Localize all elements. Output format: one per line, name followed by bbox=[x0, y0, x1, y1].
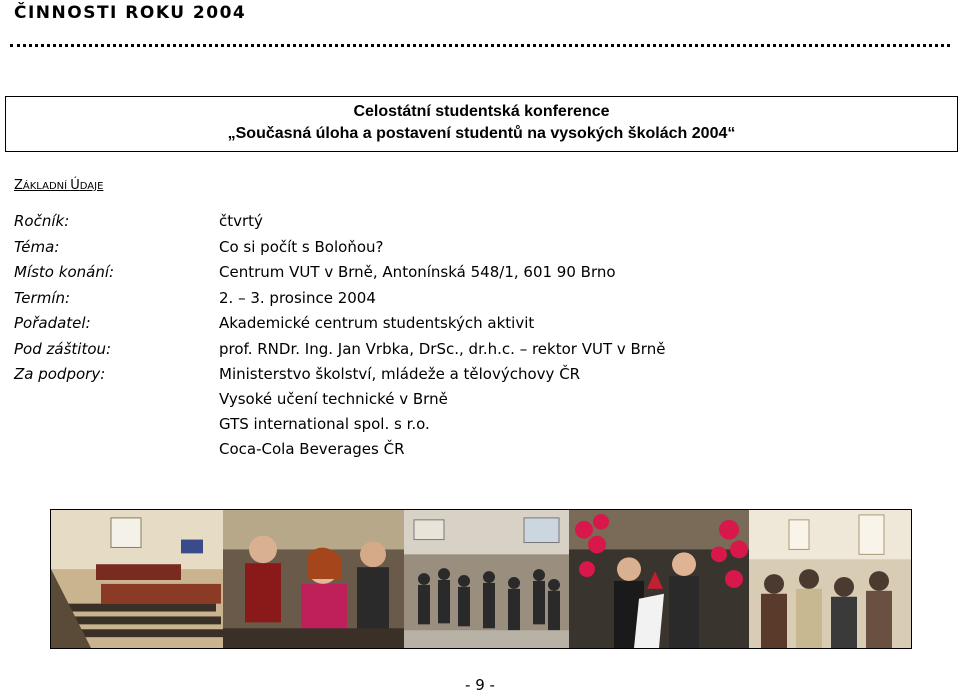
info-label: Pořadatel: bbox=[14, 314, 91, 332]
photo-conference-hall bbox=[51, 510, 223, 648]
photo-strip bbox=[50, 509, 912, 649]
info-value: Centrum VUT v Brně, Antonínská 548/1, 601 90 Brno bbox=[219, 263, 616, 281]
info-label: Za podpory: bbox=[14, 365, 106, 383]
dotted-divider bbox=[10, 44, 950, 47]
heading-small-caps-2: DAJE bbox=[79, 181, 104, 192]
section-title: ČINNOSTI ROKU 2004 bbox=[14, 3, 247, 23]
basic-data-heading bbox=[14, 178, 103, 193]
heading-cap-u: Ú bbox=[70, 178, 80, 193]
info-value: Akademické centrum studentských aktivit bbox=[219, 314, 535, 332]
info-label: Pod záštitou: bbox=[14, 340, 112, 358]
info-value: čtvrtý bbox=[219, 212, 263, 230]
info-value: GTS international spol. s r.o. bbox=[219, 415, 430, 433]
photo-party-balloons bbox=[569, 510, 749, 648]
conference-title-box bbox=[5, 96, 958, 152]
photo-exhibition-hall bbox=[404, 510, 569, 648]
info-value: Co si počít s Boloňou? bbox=[219, 238, 384, 256]
info-value: prof. RNDr. Ing. Jan Vrbka, DrSc., dr.h.c. – rektor VUT v Brně bbox=[219, 340, 666, 358]
info-value: Coca-Cola Beverages ČR bbox=[219, 440, 405, 458]
info-value: 2. – 3. prosince 2004 bbox=[219, 289, 376, 307]
conference-title-line2: „Současná úloha a postavení studentů na vysokých školách 2004“ bbox=[227, 125, 736, 142]
info-label: Místo konání: bbox=[14, 263, 115, 281]
info-label: Ročník: bbox=[14, 212, 70, 230]
heading-small-caps-1: ÁKLADNÍ bbox=[22, 181, 71, 192]
heading-cap-z: Z bbox=[14, 178, 23, 193]
page-number: - 9 - bbox=[465, 676, 495, 694]
photo-audience-seated bbox=[749, 510, 911, 648]
info-value: Vysoké učení technické v Brně bbox=[219, 390, 448, 408]
info-value: Ministerstvo školství, mládeže a tělovýchovy ČR bbox=[219, 365, 581, 383]
conference-title-line1: Celostátní studentská konference bbox=[353, 103, 610, 120]
info-label: Termín: bbox=[14, 289, 71, 307]
info-label: Téma: bbox=[14, 238, 60, 256]
photo-audience bbox=[223, 510, 404, 648]
